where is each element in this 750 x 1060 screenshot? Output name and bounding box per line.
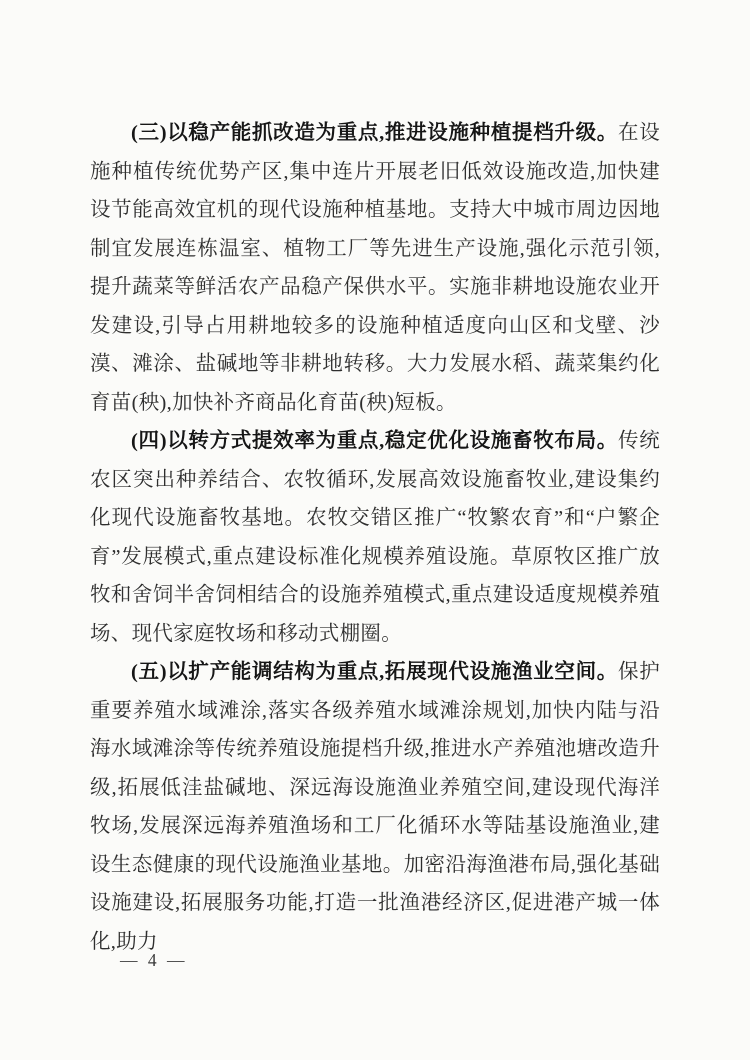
paragraph-4 [90, 422, 660, 653]
paragraph-3-body: 在设施种植传统优势产区,集中连片开展老旧低效设施改造,加快建设节能高效宜机的现代设施种植基地。支持大中城市周边因地制宜发展连栋温室、植物工厂等先进生产设施,强化示范引领,提升蔬菜等鲜活农产品稳产保供水平。实施非耕地设施农业开发建设,引导占用耕地较多的设施种植适度向山区和戈壁、沙漠、滩涂、盐碱地等非耕地转移。大力发展水稻、蔬菜集约化育苗(秧),加快补齐商品化育苗(秧)短板。 [90, 122, 660, 414]
paragraph-4-body: 传统农区突出种养结合、农牧循环,发展高效设施畜牧业,建设集约化现代设施畜牧基地。农牧交错区推广“牧繁农育”和“户繁企育”发展模式,重点建设标准化规模养殖设施。草原牧区推广放牧和舍饲半舍饲相结合的设施养殖模式,重点建设适度规模养殖场、现代家庭牧场和移动式棚圈。 [90, 430, 660, 645]
paragraph-3 [90, 114, 660, 422]
paragraph-4-heading: (四)以转方式提效率为重点,稳定优化设施畜牧布局。 [131, 430, 618, 452]
paragraph-5-heading: (五)以扩产能调结构为重点,拓展现代设施渔业空间。 [131, 661, 618, 683]
paragraph-3-heading: (三)以稳产能抓改造为重点,推进设施种植提档升级。 [131, 122, 618, 144]
paragraph-5 [90, 653, 660, 961]
paragraph-5-body: 保护重要养殖水域滩涂,落实各级养殖水域滩涂规划,加快内陆与沿海水域滩涂等传统养殖设施提档升级,推进水产养殖池塘改造升级,拓展低洼盐碱地、深远海设施渔业养殖空间,建设现代海洋牧场,发展深远海养殖渔场和工厂化循环水等陆基设施渔业,建设生态健康的现代设施渔业基地。加密沿海渔港布局,强化基础设施建设,拓展服务功能,打造一批渔港经济区,促进港产城一体化,助力 [90, 661, 660, 953]
page-number: — 4 — [120, 950, 188, 970]
document-body [90, 114, 660, 961]
